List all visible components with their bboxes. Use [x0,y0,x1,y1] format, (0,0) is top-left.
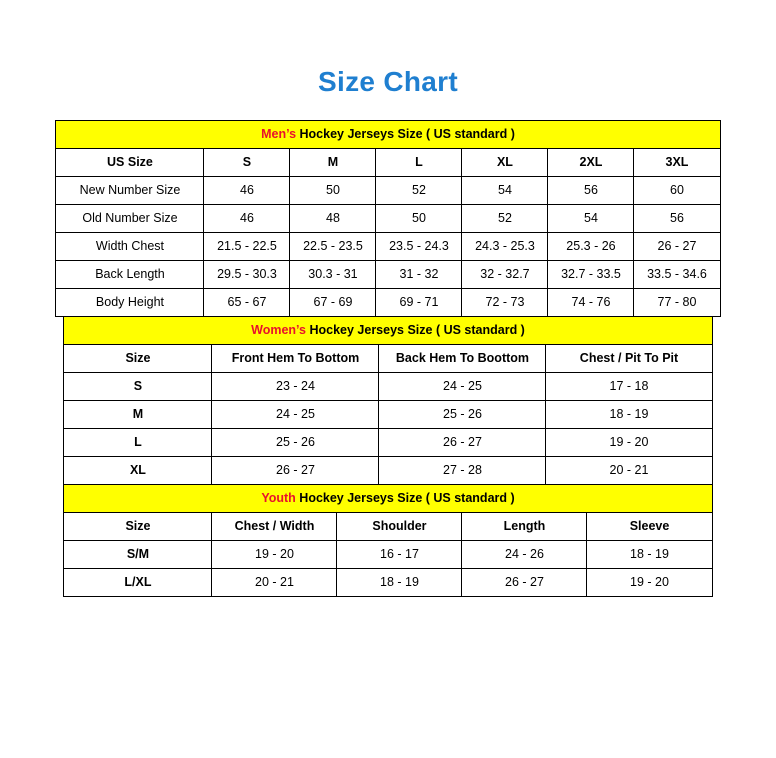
mens-cell: 30.3 - 31 [290,261,376,289]
womens-size-label: L [64,429,212,457]
mens-cell: 46 [204,177,290,205]
youth-cell: 26 - 27 [462,569,587,597]
table-row [64,541,712,569]
page-title: Size Chart [318,66,458,97]
mens-cell: 23.5 - 24.3 [376,233,462,261]
mens-row-label: New Number Size [56,177,204,205]
table-row [64,401,712,429]
table-row [56,205,720,233]
mens-band-rest: Hockey Jerseys Size ( US standard ) [296,127,515,142]
youth-size-table [63,484,712,597]
mens-header-cell: M [290,149,376,177]
womens-cell: 24 - 25 [212,401,379,429]
table-row [64,569,712,597]
youth-cell: 18 - 19 [337,569,462,597]
youth-cell: 16 - 17 [337,541,462,569]
mens-cell: 50 [376,205,462,233]
mens-cell: 46 [204,205,290,233]
mens-header-cell: S [204,149,290,177]
mens-cell: 54 [548,205,634,233]
youth-cell: 18 - 19 [587,541,712,569]
mens-row-label: Back Length [56,261,204,289]
womens-size-label: XL [64,457,212,485]
size-chart-page [0,66,776,758]
table-row [56,233,720,261]
womens-band-cell [64,317,712,345]
womens-cell: 26 - 27 [212,457,379,485]
table-row [56,261,720,289]
mens-cell: 48 [290,205,376,233]
mens-band-cell [56,121,720,149]
youth-band-row [64,485,712,513]
womens-size-label: S [64,373,212,401]
mens-cell: 52 [462,205,548,233]
mens-cell: 21.5 - 22.5 [204,233,290,261]
table-row [56,177,720,205]
youth-size-label: L/XL [64,569,212,597]
mens-cell: 69 - 71 [376,289,462,317]
womens-band-row [64,317,712,345]
mens-row-label: Width Chest [56,233,204,261]
mens-size-table [55,120,720,317]
table-row [64,457,712,485]
mens-header-cell: 2XL [548,149,634,177]
mens-cell: 56 [548,177,634,205]
mens-cell: 65 - 67 [204,289,290,317]
mens-header-cell: US Size [56,149,204,177]
mens-cell: 67 - 69 [290,289,376,317]
mens-cell: 25.3 - 26 [548,233,634,261]
mens-cell: 72 - 73 [462,289,548,317]
youth-cell: 19 - 20 [212,541,337,569]
table-row [56,149,720,177]
womens-band-rest: Hockey Jerseys Size ( US standard ) [306,323,525,338]
youth-header-cell: Chest / Width [212,513,337,541]
youth-band-accent: Youth [261,491,296,506]
womens-cell: 25 - 26 [212,429,379,457]
mens-header-cell: L [376,149,462,177]
youth-cell: 24 - 26 [462,541,587,569]
youth-header-cell: Shoulder [337,513,462,541]
mens-cell: 74 - 76 [548,289,634,317]
womens-cell: 25 - 26 [379,401,546,429]
youth-band-rest: Hockey Jerseys Size ( US standard ) [295,491,515,506]
mens-band-row [56,121,720,149]
mens-cell: 60 [634,177,720,205]
youth-cell: 20 - 21 [212,569,337,597]
mens-cell: 52 [376,177,462,205]
mens-cell: 54 [462,177,548,205]
youth-size-label: S/M [64,541,212,569]
mens-cell: 56 [634,205,720,233]
womens-size-table [63,316,712,485]
womens-cell: 17 - 18 [546,373,712,401]
womens-band-accent: Women’s [251,323,306,338]
womens-header-cell: Size [64,345,212,373]
table-row [64,513,712,541]
womens-cell: 23 - 24 [212,373,379,401]
youth-header-cell: Length [462,513,587,541]
womens-cell: 26 - 27 [379,429,546,457]
table-row [64,373,712,401]
mens-cell: 50 [290,177,376,205]
womens-header-cell: Front Hem To Bottom [212,345,379,373]
mens-cell: 29.5 - 30.3 [204,261,290,289]
youth-band-cell [64,485,712,513]
mens-header-cell: XL [462,149,548,177]
womens-cell: 24 - 25 [379,373,546,401]
mens-cell: 33.5 - 34.6 [634,261,720,289]
womens-size-label: M [64,401,212,429]
womens-header-cell: Back Hem To Boottom [379,345,546,373]
table-row [56,289,720,317]
womens-header-cell: Chest / Pit To Pit [546,345,712,373]
womens-cell: 18 - 19 [546,401,712,429]
mens-header-cell: 3XL [634,149,720,177]
mens-row-label: Body Height [56,289,204,317]
mens-cell: 31 - 32 [376,261,462,289]
mens-band-accent: Men’s [261,127,297,142]
mens-cell: 32.7 - 33.5 [548,261,634,289]
youth-header-cell: Sleeve [587,513,712,541]
mens-cell: 26 - 27 [634,233,720,261]
mens-cell: 24.3 - 25.3 [462,233,548,261]
table-row [64,345,712,373]
mens-cell: 22.5 - 23.5 [290,233,376,261]
mens-row-label: Old Number Size [56,205,204,233]
mens-cell: 32 - 32.7 [462,261,548,289]
mens-cell: 77 - 80 [634,289,720,317]
youth-cell: 19 - 20 [587,569,712,597]
womens-cell: 20 - 21 [546,457,712,485]
womens-cell: 27 - 28 [379,457,546,485]
womens-cell: 19 - 20 [546,429,712,457]
youth-header-cell: Size [64,513,212,541]
table-row [64,429,712,457]
